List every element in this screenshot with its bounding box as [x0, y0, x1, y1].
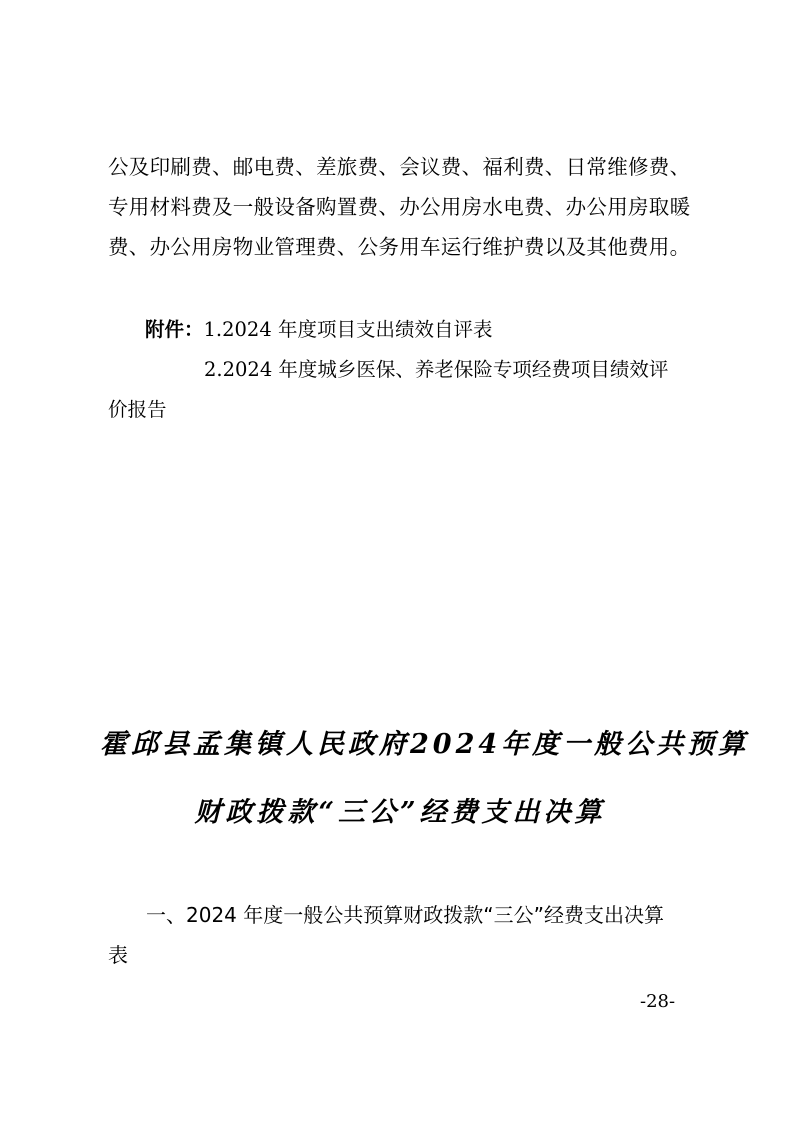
- document-title-line-1: 霍邱县孟集镇人民政府2024年度一般公共预算: [100, 729, 750, 760]
- section-heading-line-1: 一、2024 年度一般公共预算财政拨款“三公”经费支出决算: [146, 903, 664, 927]
- section-heading-line-2: 表: [108, 943, 128, 967]
- attachment-item-2: 2.2024 年度城乡医保、养老保险专项经费项目绩效评: [204, 358, 669, 381]
- body-paragraph: [108, 147, 693, 267]
- page-number: -28-: [640, 991, 676, 1012]
- attachment-label: 附件：: [145, 318, 204, 341]
- body-paragraph-line: 费、办公用房物业管理费、公务用车运行维护费以及其他费用。: [108, 235, 691, 259]
- attachment-item-2-continuation: 价报告: [108, 398, 167, 421]
- section-heading: [108, 895, 698, 975]
- body-paragraph-line: 公及印刷费、邮电费、差旅费、会议费、福利费、日常维修费、: [108, 155, 691, 179]
- document-title-line-2: 财政拨款“三公”经费支出决算: [194, 797, 606, 828]
- attachment-item-1: [145, 310, 492, 350]
- body-paragraph-line: 专用材料费及一般设备购置费、办公用房水电费、办公用房取暖: [108, 195, 691, 219]
- attachment-item-1-text: 1.2024 年度项目支出绩效自评表: [203, 318, 493, 341]
